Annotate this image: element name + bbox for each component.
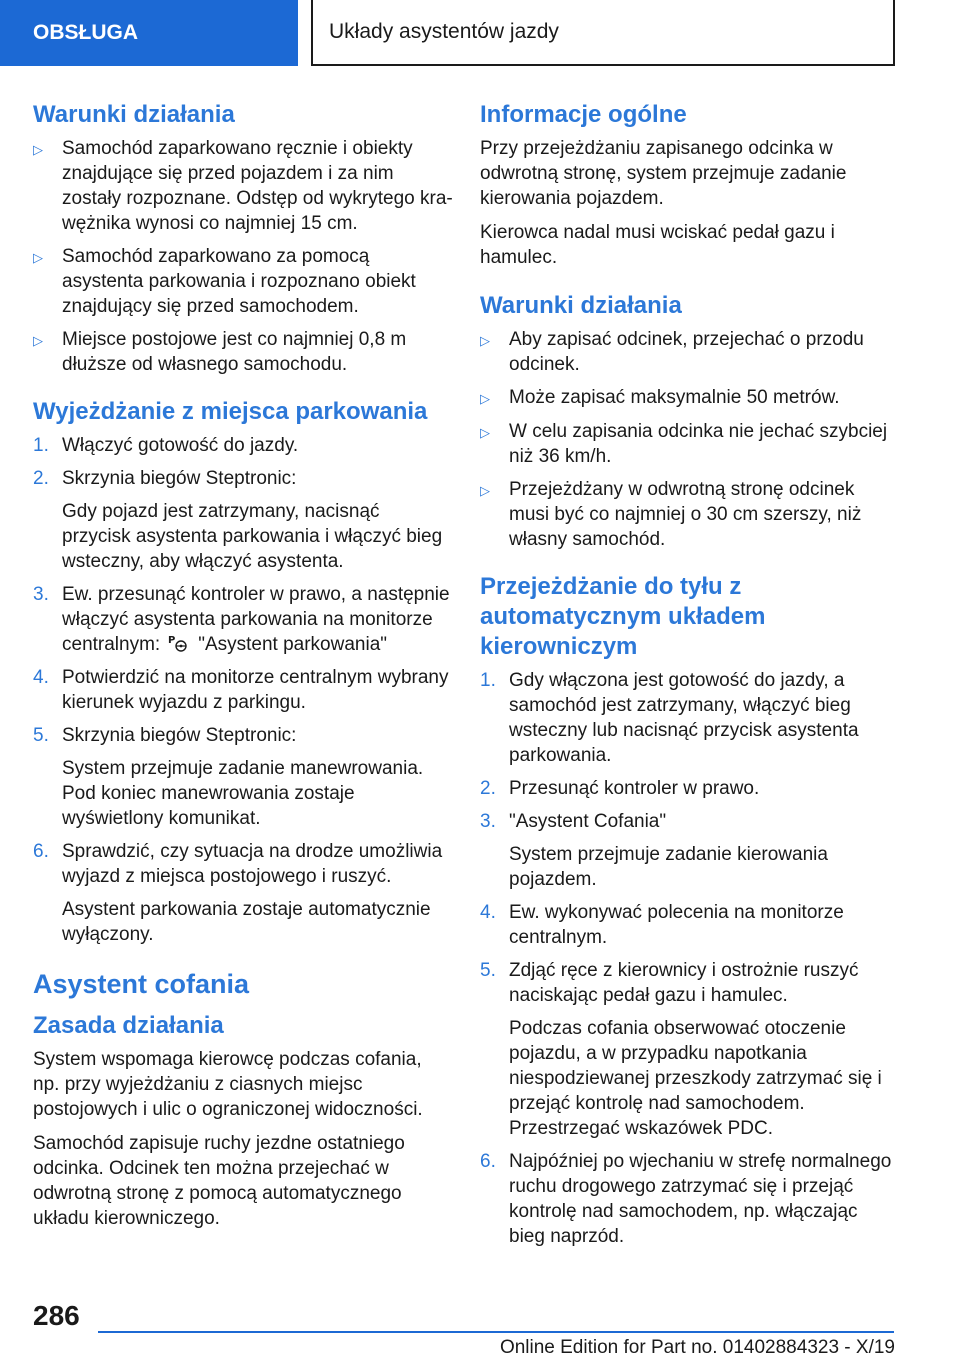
heading-warunki: Warunki działania xyxy=(33,101,235,128)
heading-asystent-cofania: Asystent cofania xyxy=(33,969,250,999)
step-note: Podczas cofania obserwować otoczenie pojazdu, a w przypadku napotkania niespodziewanej przeszkody zatrzymać się i przejąć kontrolę nad samochodem. Przestrzegać wskazówek PDC. xyxy=(509,1018,882,1139)
numbered-step: 6. Najpóźniej po wjechaniu w strefę normalnego ruchu drogowego zatrzymać się i przejąć kontrolę nad samochodem, np. włączając bieg naprzód. xyxy=(480,1151,892,1247)
numbered-step: 6. Sprawdzić, czy sytuacja na drodze umożliwia wyjazd z miejsca postojowego i ruszyć. xyxy=(33,841,443,887)
left-column xyxy=(33,100,453,1240)
numbered-step: 5. Zdjąć ręce z kierownicy i ostrożnie ruszyć naciskając pedał gazu i hamulec. xyxy=(480,960,859,1006)
triangle-bullet-icon: ▷ xyxy=(480,391,490,406)
numbered-step: 2. Przesunąć kontroler w prawo. xyxy=(480,778,760,799)
paragraph: System wspomaga kierowcę podczas cofania, np. przy wyjeżdżaniu z ciasnych miejsc postojowych i ulic o ograniczonej widoczności. xyxy=(33,1049,423,1120)
step-note: System przejmuje zadanie manewrowania. Pod koniec manewrowania zostaje wyświetlony komunikat. xyxy=(62,758,424,829)
page-header xyxy=(0,0,960,66)
numbered-step: 1. Gdy włączona jest gotowość do jazdy, a samochód jest zatrzymany, włączyć bieg wsteczny lub nacisnąć przycisk asystenta parkowania. xyxy=(480,670,859,766)
triangle-bullet-icon: ▷ xyxy=(480,425,490,440)
heading-wyjezdzanie: Wyjeżdżanie z miejsca parkowania xyxy=(33,398,428,425)
bullet-item: ▷ Aby zapisać odcinek, przejechać o przodu odcinek. xyxy=(480,329,864,375)
section-tab: OBSŁUGA xyxy=(0,0,298,66)
numbered-step: 1. Włączyć gotowość do jazdy. xyxy=(33,435,299,456)
numbered-step: 3. Ew. przesunąć kontroler w prawo, a następnie włączyć asystenta parkowania na monitorze centralnym: P "Asystent parkowania" xyxy=(33,584,450,655)
heading-informacje: Informacje ogólne xyxy=(480,101,687,128)
step-note: System przejmuje zadanie kierowania pojazdem. xyxy=(509,844,828,890)
page-number: 286 xyxy=(33,1300,80,1331)
footer-divider xyxy=(98,1331,894,1333)
chapter-title: Układy asystentów jazdy xyxy=(311,0,895,66)
numbered-step: 3. "Asystent Cofania" xyxy=(480,811,667,832)
numbered-step: 4. Potwierdzić na monitorze centralnym wybrany kierunek wyjazdu z parkingu. xyxy=(33,667,449,713)
paragraph: Kierowca nadal musi wciskać pedał gazu i hamulec. xyxy=(480,222,835,268)
bullet-item: ▷ Samochód zaparkowano za pomocą asystenta parkowania i rozpoznano obiekt znajdujący się przed samochodem. xyxy=(33,246,416,317)
triangle-bullet-icon: ▷ xyxy=(480,333,490,348)
step-note: Asystent parkowania zostaje automatycznie wyłączony. xyxy=(62,899,431,945)
paragraph: Samochód zapisuje ruchy jezdne ostatniego odcinka. Odcinek ten można przejechać w odwrotną stronę z pomocą automatycznego układu kierowniczego. xyxy=(33,1133,405,1229)
svg-text:P: P xyxy=(168,635,176,646)
parking-assistant-icon xyxy=(168,634,188,652)
numbered-step: 4. Ew. wykonywać polecenia na monitorze centralnym. xyxy=(480,902,844,948)
edition-note: Online Edition for Part no. 01402884323 - X/19 xyxy=(499,1337,895,1358)
triangle-bullet-icon: ▷ xyxy=(33,250,43,265)
paragraph: Przy przejeżdżaniu zapisanego odcinka w odwrotną stronę, system przejmuje zadanie kierowania pojazdem. xyxy=(480,138,847,209)
right-column xyxy=(480,100,895,1257)
heading-zasada: Zasada działania xyxy=(33,1012,224,1039)
bullet-item: ▷ W celu zapisania odcinka nie jechać szybciej niż 36 km/h. xyxy=(480,421,888,467)
numbered-step: 2. Skrzynia biegów Steptronic: xyxy=(33,468,297,489)
bullet-item: ▷ Przejeżdżany w odwrotną stronę odcinek musi być co najmniej o 30 cm szerszy, niż własny samochód. xyxy=(480,479,862,550)
heading-warunki-right: Warunki działania xyxy=(480,292,682,319)
triangle-bullet-icon: ▷ xyxy=(33,142,43,157)
bullet-item: ▷ Samochód zaparkowano ręcznie i obiekty znajdujące się przed pojazdem i za nim zostały rozpoznane. Odstęp od wykrytego krawężnika wynosi co najmniej 15 cm. xyxy=(33,138,453,234)
triangle-bullet-icon: ▷ xyxy=(480,483,490,498)
numbered-step: 5. Skrzynia biegów Steptronic: xyxy=(33,725,297,746)
bullet-item: ▷ Miejsce postojowe jest co najmniej 0,8 m dłuższe od własnego samochodu. xyxy=(33,329,407,375)
heading-przejezdzanie: Przejeżdżanie do tyłu z automatycznym układem kierowniczym xyxy=(480,573,766,660)
bullet-item: ▷ Może zapisać maksymalnie 50 metrów. xyxy=(480,385,895,411)
triangle-bullet-icon: ▷ xyxy=(33,333,43,348)
step-note: Gdy pojazd jest zatrzymany, nacisnąć przycisk asystenta parkowania i włączyć bieg wsteczny, aby włączyć asystenta. xyxy=(62,501,443,572)
